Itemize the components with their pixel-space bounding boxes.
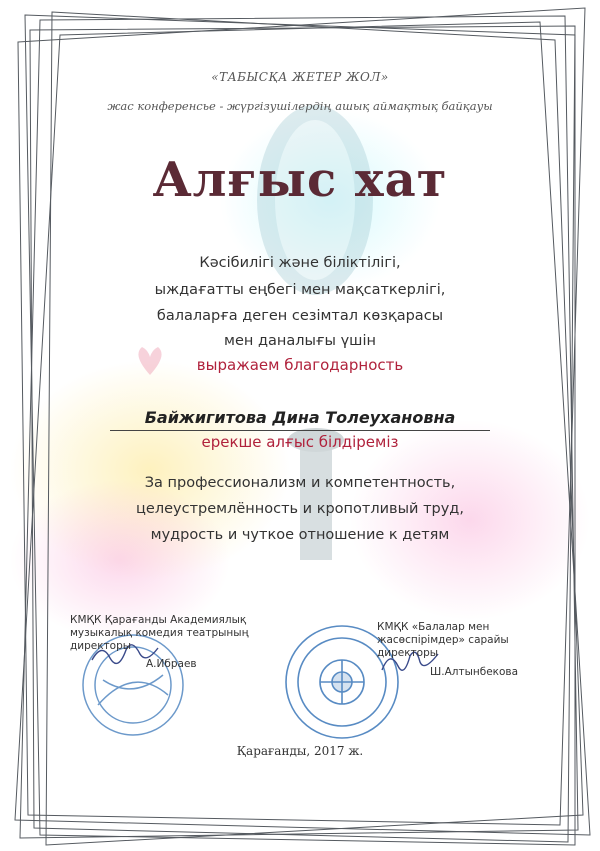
right-signatory-name: Ш.Алтынбекова: [430, 666, 519, 678]
thanks-ru: выражаем благодарность: [196, 356, 404, 374]
body-kz-line-4: мен даналығы үшін: [224, 333, 376, 349]
left-signatory-name: А.Ибраев: [146, 658, 197, 670]
event-title: «ТАБЫСҚА ЖЕТЕР ЖОЛ»: [211, 70, 389, 84]
left-signatory-position: КМҚК Қарағанды Академиялық музыкалық комедия театрының директоры: [70, 614, 249, 652]
body-ru-line-3: мудрость и чуткое отношение к детям: [150, 527, 450, 543]
body-ru-line-1: За профессионализм и компетентность,: [144, 475, 456, 491]
right-signatory-position: КМҚК «Балалар мен жасөспірімдер» сарайы директоры: [377, 621, 509, 659]
body-ru-line-2: целеустремлённость и кропотливый труд,: [136, 501, 464, 517]
certificate-title: Алғыс хат: [152, 152, 448, 208]
city-date: Қарағанды, 2017 ж.: [236, 744, 364, 758]
body-kz-line-1: Кәсібилігі және біліктілігі,: [199, 255, 401, 271]
event-subtitle: жас конференсье - жүргізушілердің ашық аймақтық байқауы: [107, 99, 493, 113]
body-kz-line-3: балаларға деген сезімтал көзқарасы: [156, 308, 444, 324]
thanks-kz: ерекше алғыс білдіреміз: [201, 433, 399, 451]
recipient-line: [110, 408, 490, 431]
body-kz-line-2: ыждағатты еңбегі мен мақсаткерлігі,: [154, 282, 446, 298]
recipient-name: Байжигитова Дина Толеухановна: [144, 408, 456, 427]
